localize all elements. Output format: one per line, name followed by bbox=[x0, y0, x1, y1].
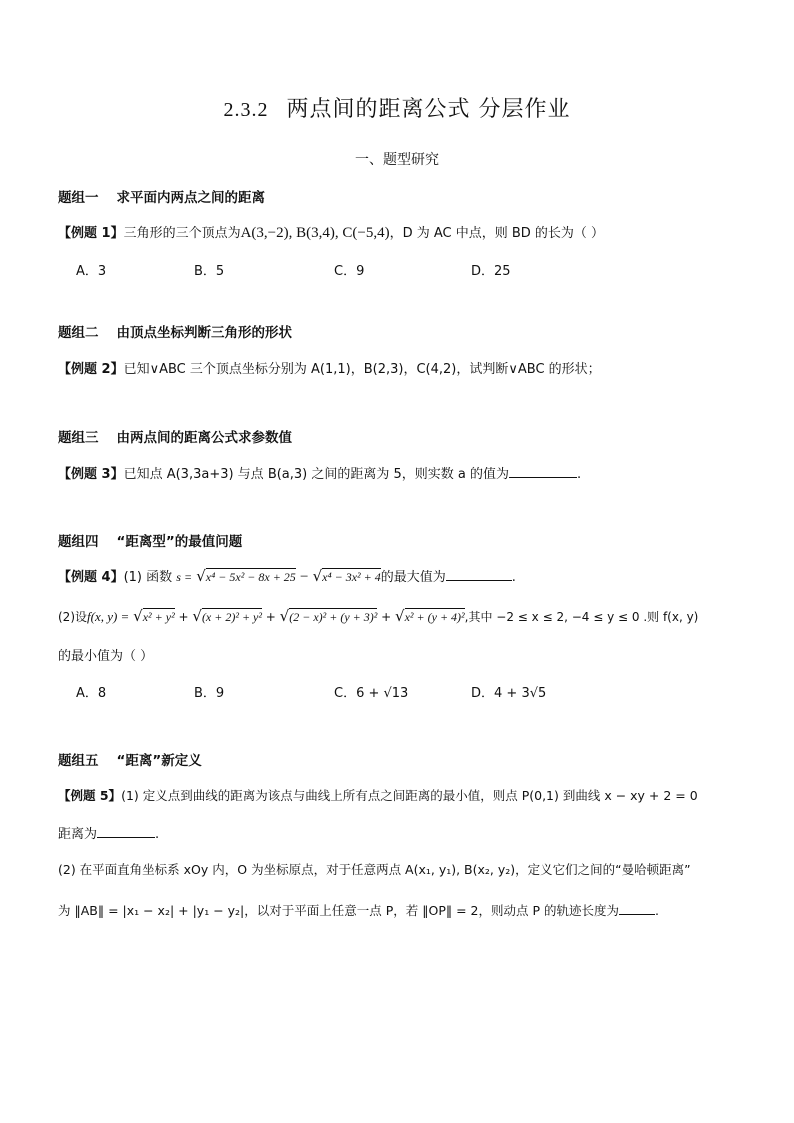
example-2-label: 【例题 2】 bbox=[58, 362, 124, 377]
example-1-prefix: 三角形的三个顶点为 bbox=[123, 226, 241, 241]
radicand-1: x⁴ − 5x² − 8x + 25 bbox=[205, 570, 296, 584]
function-f: f(x, y) = bbox=[87, 609, 130, 624]
example-3-label: 【例题 3】 bbox=[58, 467, 124, 482]
title-number: 2.3.2 bbox=[223, 99, 269, 121]
example-4-q1-suffix: 的最大值为 bbox=[380, 570, 446, 585]
example-5-part-1-line-2 bbox=[58, 823, 159, 842]
sqrt-icon: √ bbox=[312, 567, 323, 585]
radicand-b: (x + 2)² + y² bbox=[201, 610, 262, 624]
group-1-label: 题组一 bbox=[58, 190, 99, 206]
option-a[interactable]: A．3 bbox=[76, 264, 107, 279]
example-1 bbox=[58, 222, 604, 242]
example-5-part-1 bbox=[58, 786, 698, 804]
example-5-q1-line-2: 距离为 bbox=[58, 827, 98, 842]
radicand-c: (2 − x)² + (y + 3)² bbox=[289, 610, 378, 624]
group-3-heading bbox=[58, 426, 292, 446]
group-4-heading bbox=[58, 530, 242, 550]
example-3-question: 已知点 A(3,3a+3) 与点 B(a,3) 之间的距离为 5，则实数 a 的值为 bbox=[123, 467, 510, 482]
page-title bbox=[0, 92, 794, 123]
answer-blank[interactable] bbox=[619, 900, 655, 915]
group-5-label: 题组五 bbox=[58, 753, 99, 769]
group-1-heading bbox=[58, 186, 265, 206]
example-5-q2-line-2: 为 ‖AB‖ = |x₁ − x₂| + |y₁ − y₂|，以对于平面上任意一点 P，若 ‖OP‖ = 2，则动点 P 的轨迹长度为 bbox=[58, 903, 619, 918]
radicand-d: x² + (y + 4)² bbox=[404, 610, 465, 624]
answer-blank[interactable] bbox=[446, 566, 512, 581]
function-s: s = bbox=[176, 570, 193, 584]
group-2-heading bbox=[58, 321, 292, 341]
option-b[interactable]: B．9 bbox=[194, 686, 225, 701]
example-4-part-2-line-2: 的最小值为（ ） bbox=[58, 649, 154, 664]
group-2-title: 由顶点坐标判断三角形的形状 bbox=[116, 325, 292, 341]
group-3-label: 题组三 bbox=[58, 430, 99, 446]
option-b[interactable]: B．5 bbox=[194, 264, 225, 279]
option-a[interactable]: A．8 bbox=[76, 686, 107, 701]
section-heading: 一、题型研究 bbox=[355, 152, 439, 168]
sqrt-icon: √ bbox=[196, 567, 206, 585]
example-4-q2-suffix: ,其中 −2 ≤ x ≤ 2, −4 ≤ y ≤ 0 .则 f(x, y) bbox=[464, 610, 699, 624]
example-5-label: 【例题 5】 bbox=[58, 788, 122, 803]
example-5-part-2: (2) 在平面直角坐标系 xOy 内，O 为坐标原点，对于任意两点 A(x₁, y₁), B(x₂, y₂)，定义它们之间的“曼哈顿距离” bbox=[58, 862, 691, 877]
answer-blank[interactable] bbox=[509, 463, 577, 478]
group-4-title: “距离型”的最值问题 bbox=[116, 534, 243, 550]
example-4-label: 【例题 4】 bbox=[58, 570, 124, 585]
sqrt-icon: √ bbox=[133, 607, 143, 625]
example-4-part-1 bbox=[58, 566, 516, 586]
group-1-title: 求平面内两点之间的距离 bbox=[116, 190, 265, 206]
sqrt-icon: √ bbox=[279, 607, 290, 625]
example-5-q1: (1) 定义点到曲线的距离为该点与曲线上所有点之间距离的最小值，则点 P(0,1) 到曲线 x − xy + 2 = 0 bbox=[121, 788, 698, 803]
minus-sign: − bbox=[299, 569, 309, 585]
group-4-label: 题组四 bbox=[58, 534, 99, 550]
example-3-end: . bbox=[577, 467, 582, 482]
example-2-question: 已知∨ABC 三个顶点坐标分别为 A(1,1)，B(2,3)，C(4,2)，试判断∨ABC 的形状； bbox=[123, 362, 601, 377]
radicand-2: x⁴ − 3x² + 4 bbox=[322, 570, 381, 584]
group-3-title: 由两点间的距离公式求参数值 bbox=[116, 430, 292, 446]
title-text: 两点间的距离公式 分层作业 bbox=[286, 97, 571, 122]
example-1-label: 【例题 1】 bbox=[58, 226, 124, 241]
example-3 bbox=[58, 463, 581, 482]
example-1-question: ，D 为 AC 中点，则 BD 的长为（ ） bbox=[389, 226, 605, 241]
group-5-title: “距离”新定义 bbox=[116, 753, 202, 769]
group-2-label: 题组二 bbox=[58, 325, 99, 341]
option-d[interactable]: D．4 + 3√5 bbox=[471, 686, 547, 701]
group-5-heading bbox=[58, 749, 202, 769]
example-5-part-2-line-2 bbox=[58, 900, 659, 919]
example-2 bbox=[58, 358, 601, 377]
example-4-q1-prefix: (1) 函数 bbox=[123, 570, 173, 585]
sqrt-icon: √ bbox=[192, 607, 202, 625]
option-c[interactable]: C．9 bbox=[334, 264, 365, 279]
radicand-a: x² + y² bbox=[142, 610, 175, 624]
option-c[interactable]: C．6 + √13 bbox=[334, 686, 409, 701]
example-4-q2-prefix: (2)设 bbox=[58, 610, 87, 624]
sqrt-icon: √ bbox=[395, 607, 405, 625]
example-1-points: A(3,−2), B(3,4), C(−5,4) bbox=[240, 225, 390, 241]
example-5-q2-end: . bbox=[654, 903, 659, 918]
example-5-q1-end: . bbox=[155, 827, 160, 842]
option-d[interactable]: D．25 bbox=[471, 264, 511, 279]
example-4-q1-end: . bbox=[511, 570, 516, 585]
example-4-part-2: (2)设f(x, y) = √x² + y² + √(x + 2)² + y² + √(2 − x)² + (y + 3)² + √x² + (y + 4)²,其中 −2 ≤ x ≤ 2, −4 ≤ y ≤ 0 .则 f(x, y) bbox=[58, 607, 699, 625]
answer-blank[interactable] bbox=[97, 823, 155, 838]
